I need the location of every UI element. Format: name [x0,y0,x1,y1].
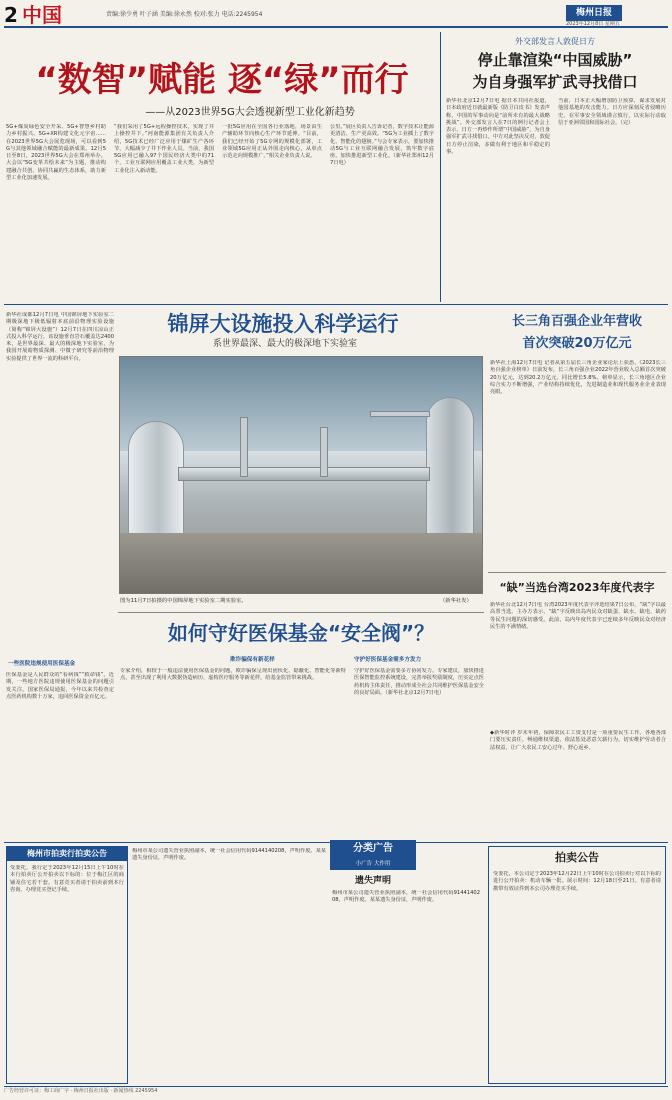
page-number: 2 [4,3,18,27]
divider [118,612,484,613]
foreign-ministry-body-2: 当前，日本正大幅增加防卫预算，谋求发展对他国基地的攻击能力。日方应深刻反省侵略历史，在军事安全领域谨言慎行，以实际行动取信于亚洲邻国和国际社会。（完） [558,98,666,126]
lab-headline: 锦屏大设施投入科学运行 [167,312,399,336]
section-name: 中国 [22,3,62,27]
lab-floor [120,533,482,594]
classified-ads-slogan: 小广告 大作用 [355,861,391,867]
issue-date: 2023年12月8日 星期五 [566,21,620,27]
lost-notice-body: 梅州市某公司遗失营业执照副本，统一社会信用代码9144140208，声明作废。某某遗失身份证，声明作废。 [332,890,480,904]
editor-credits: 责编:徐少勇 叶子涵 美编:徐永然 校对:张力 电话:2245954 [106,11,263,18]
photo-credit: （新华社发） [440,598,472,604]
lead-headline: “数智”赋能 逐“绿”而行 [35,60,409,100]
underground-lab-photo [119,356,483,594]
lead-column-3: 一批5G应用在全国各行业落地，场景由生产辅助环节向核心生产环节延伸。“目前，我们已经开始了5G专网的规模化部署，工业领域5G应用正从外围走向核心，从单点示范走向规模推广。”相关企业负责人说。 [222,124,322,160]
lab-body: 新华社成都12月7日电 中国锦屏地下实验室二期极深地下极低辐射本底前沿物理实验设施（简称“锦屏大设施”）12月7日在四川凉山正式投入科学运行。该设施垂直岩石覆盖达2400米，是世界最深、最大的极深地下实验室，为我国开展暗物质探测、中微子研究等前沿物理实验提供了世界一流的科研平台。 [6,312,114,362]
classified-listing: 梅州市某公司遗失营业执照副本，统一社会信用代码9144140208，声明作废。某某遗失身份证，声明作废。 [132,848,326,862]
lead-column-4: 公里。”展区负责人告诉记者，数字技术让能源更清洁、生产更高效。“5G为工业插上了数字化、智能化的翅膀。”与会专家表示，要加快推动5G与工业互联网融合发展，筑牢数字底座，加快推进新型工业化。（新华社郑州12月7日电） [330,124,434,167]
right-auction-notice [488,846,666,1084]
pipe [370,411,430,417]
newspaper-logo: 梅州日报 [566,5,622,21]
left-auction-notice [6,846,128,1084]
insurance-subhead-3: 欺诈骗保有新花样 [230,657,275,663]
pipe [320,427,328,477]
insurance-body-1: 医保基金是人民群众的“看病钱”“救命钱”。近期，一些地方医院违规使用医保基金的问题引发关注。国家医保局通报，今年以来共检查定点医药机构数十万家，追回医保资金百亿元。 [6,672,114,700]
foreign-ministry-title-1: 停止靠渲染“中国威胁” [477,51,633,69]
foreign-ministry-body: 新华社北京12月7日电 据日本共同社报道，日本政府近日就最新版《防卫白皮书》发表声称，中国的军事动向是“前所未有的最大战略挑战”。外交部发言人在7日的例行记者会上表示，日方一再炒作所谓“中国威胁”，为自身强军扩武寻找借口。中方对此坚决反对，敦促日方停止渲染，多做有利于地区和平稳定的事。 [446,98,550,156]
revenue-body: 新华社上海12月7日电 记者从第五届长三角企业家论坛上获悉，《2023长三角百强企业榜单》日前发布，长三角百强企业2022年营业收入总额首次突破20万亿元，达到20.2万亿元，同比增长5.8%。榜单显示，长三角地区企业综合实力不断增强，产业结构持续优化，先进制造业和现代服务业企业表现亮眼。 [490,360,666,396]
lab-subtitle: 系世界最深、最大的极深地下实验室 [212,339,357,349]
editorial-body: ◆新华时评 岁末年初，保障农民工工资支付是一项重要民生工作。各地各部门要压实责任，畅通维权渠道，依法惩处恶意欠薪行为，切实维护劳动者合法权益，让广大农民工安心过年、舒心返乡。 [490,730,666,751]
lost-notice-title: 遗失声明 [354,876,391,886]
lead-column-2: “我们采用了5G+远程操控技术，实现了井上操控井下。”河南能源集团有关负责人介绍，5G技术已经广泛应用于煤矿生产各环节，大幅减少了井下作业人员。当前，我国5G应用已融入97个国民经济大类中的71个，工业互联网应用覆盖工业大类，为新型工业化注入新动能。 [114,124,214,174]
right-auction-title: 拍卖公告 [555,851,599,864]
taiwan-character-title: “缺”当选台湾2023年度代表字 [499,581,655,594]
divider [488,572,666,573]
right-auction-body: 受委托，本公司定于2023年12月22日上午10时在公司拍卖厅对以下标的进行公开拍卖：机动车辆一批。展示时间：12月18日至21日。有意者请携带有效证件到本公司办理竞买手续。 [493,871,661,892]
photo-caption: 图为11月7日拍摄的中国锦屏地下实验室二期实验室。 [120,598,247,604]
insurance-subhead-2: 守护好医保基金需多方发力 [354,657,422,663]
insurance-headline: 如何守好医保基金“安全阀”？ [167,621,435,645]
pipe [240,417,248,477]
left-auction-body: 受委托，我行定于2023年12月15日上午10时在本行拍卖厅公开拍卖以下标的：位于梅江区的商铺及住宅若干套。有意竞买者请于拍卖前到本行咨询、办理竞买登记手续。 [10,865,124,893]
foreign-ministry-title-2: 为自身强军扩武寻找借口 [472,73,638,91]
lead-subtitle: ——从2023世界5G大会透视新型工业化新趋势 [145,107,355,118]
left-auction-title: 梅州市拍卖行拍卖公告 [7,847,127,861]
section-rule [4,304,668,305]
insurance-subhead-1: 一些医院违规使用医保基金 [8,661,76,667]
classified-ads-banner: 分类广告 [330,840,416,870]
insurance-body-2: 专家介绍，相较于一般违法使用医保基金的问题，欺诈骗保呈现出团伙化、隐蔽化、智能化等新特点，甚至出现了利用大数据伪造病历、虚构医疗服务等新花样，给基金监管带来挑战。 [120,668,346,682]
steel-platform [178,467,430,481]
foreign-ministry-kicker: 外交部发言人敦促日方 [515,37,595,46]
revenue-title-1: 长三角百强企业年营收 [511,314,642,329]
page-header [4,4,668,28]
taiwan-character-body: 新华社台北12月7日电 台湾2023年度代表字评选结果7日公布，“缺”字以最高票当选。主办方表示，“缺”字反映出岛内民众对缺蛋、缺水、缺电、缺药等民生问题的深切感受。此前，岛内年度代表字已连续多年反映民众对经济民生的不满情绪。 [490,602,666,630]
page-footer: 广告经营许可证：梅工商广字 · 梅州日报社出版 · 新闻热线 2245954 [4,1086,668,1096]
revenue-title-2: 首次突破20万亿元 [522,336,632,351]
insurance-body-3: 守护好医保基金需要多方协同发力。专家建议，加快推进医保智能监控系统建设，完善举报奖励制度，压实定点医药机构主体责任，推动形成全社会共同维护医保基金安全的良好局面。（新华社北京12月7日电） [354,668,484,696]
column-divider [440,32,441,302]
lead-column-1: 5G+煤炭绿色安全开采、5G+智慧乡村助力乡村振兴、5G+XR构建文化元宇宙……在2023世界5G大会展览现场，可以看到5G与其他领域融合赋能的最新成果。12月5日至8日，2023世界5G大会在郑州举办。大会以“5G变革共绘未来”为主题，推动构建融合共创、协同共赢的生态体系，助力新型工业化加速发展。 [6,124,106,182]
